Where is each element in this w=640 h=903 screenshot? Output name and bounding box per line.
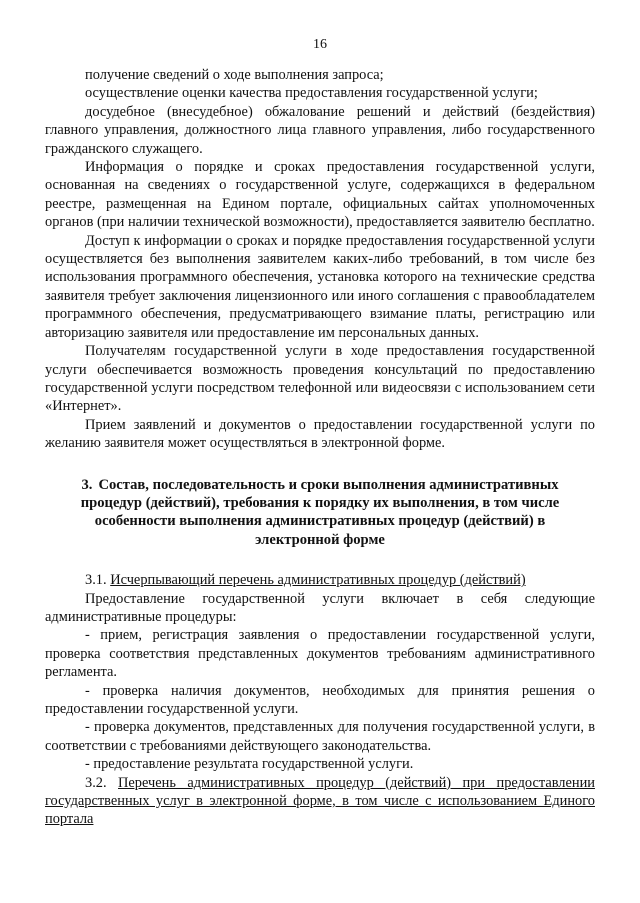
subsection-heading	[45, 571, 595, 589]
subsection-title: Перечень административных процедур (действий) при предоставлении государственных услуг в электронной форме, в том числе с использованием Единого портала	[45, 774, 595, 828]
list-item: - предоставление результата государственной услуги.	[85, 756, 414, 773]
list-item: - проверка наличия документов, необходимых для принятия решения о предоставлении государственной услуги.	[45, 682, 595, 717]
paragraph: осуществление оценки качества предоставления государственной услуги;	[85, 85, 538, 102]
document-body	[45, 66, 595, 829]
section-title: Состав, последовательность и сроки выполнения административных процедур (действий), требования к порядку их выполнения, в том числе особенности выполнения административных процедур (действий) в электронной форме	[80, 476, 560, 548]
paragraph: Предоставление государственной услуги включает в себя следующие административные процедуры:	[45, 590, 595, 625]
paragraph: Информация о порядке и сроках предоставления государственной услуги, основанная на сведениях о государственной услуге, содержащихся в федеральном реестре, размещенная на Едином портале, официальных сайтах уполномоченных органов (при наличии технической возможности), предоставляется заявителю бесплатно.	[45, 159, 595, 231]
subsection-number: 3.2.	[85, 774, 107, 791]
paragraph: досудебное (внесудебное) обжалование решений и действий (бездействия) главного управления, должностного лица главного управления, либо государственного гражданского служащего.	[45, 103, 595, 157]
section-heading	[45, 476, 595, 550]
subsection-number: 3.1.	[85, 572, 107, 589]
subsection-heading	[45, 774, 595, 829]
paragraph: получение сведений о ходе выполнения запроса;	[85, 67, 384, 83]
list-item: - проверка документов, представленных для получения государственной услуги, в соответствии с требованиями действующего законодательства.	[45, 719, 595, 754]
section-number: 3.	[81, 476, 93, 493]
paragraph: Получателям государственной услуги в ходе предоставления государственной услуги обеспечивается возможность проведения консультаций по предоставлению государственной услуги посредством телефонной или видеосвязи с использованием сети «Интернет».	[45, 343, 595, 415]
paragraph: Доступ к информации о сроках и порядке предоставления государственной услуги осуществляется без выполнения заявителем каких-либо требований, в том числе без использования программного обеспечения, установка которого на технические средства заявителя требует заключения лицензионного или иного соглашения с правообладателем программного обеспечения, предусматривающего взимание платы, регистрацию или авторизацию заявителя или предоставление им персональных данных.	[45, 232, 595, 341]
paragraph: Прием заявлений и документов о предоставлении государственной услуги по желанию заявителя может осуществляться в электронной форме.	[45, 416, 595, 452]
page-number: 16	[313, 37, 327, 52]
list-item: - прием, регистрация заявления о предоставлении государственной услуги, проверка соответствия представленных документов требованиям административного регламента.	[45, 627, 595, 681]
subsection-title: Исчерпывающий перечень административных процедур (действий)	[110, 572, 526, 589]
